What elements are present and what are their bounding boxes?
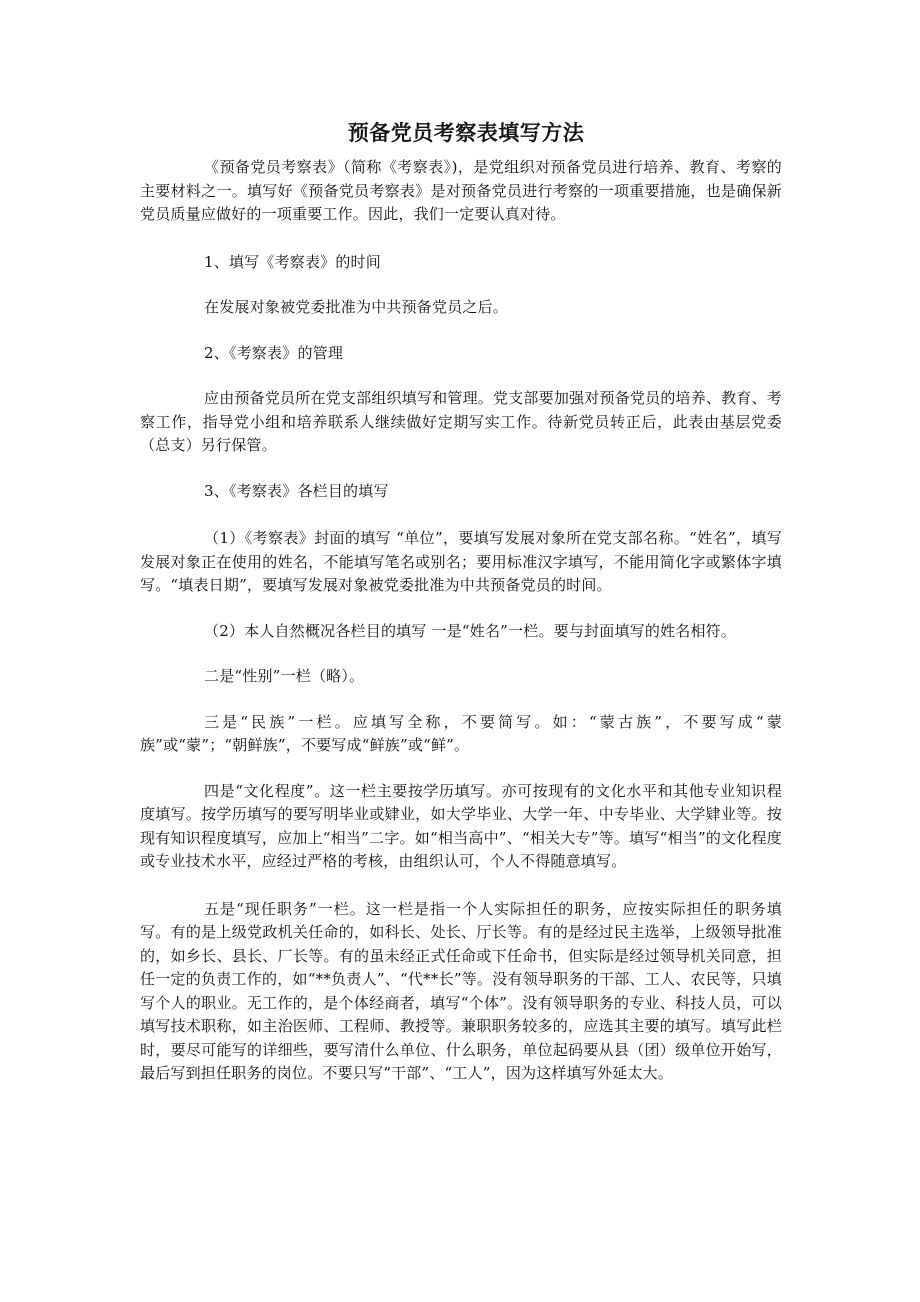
cover-fill-paragraph: （1）《考察表》封面的填写 “单位”，要填写发展对象所在党支部名称。“姓名”，填写发展对象正在使用的姓名，不能填写笔名或别名；要用标准汉字填写，不能用简化字或繁体字填写。“填表日期”，要填写发展对象被党委批准为中共预备党员的时间。 <box>140 529 782 594</box>
education-field-paragraph: 四是“文化程度”。这一栏主要按学历填写。亦可按现有的文化水平和其他专业知识程度填写。按学历填写的要写明毕业或肄业，如大学毕业、大学一年、中专毕业、大学肄业等。按现有知识程度填写，应加上“相当”二字。如“相当高中”、“相关大专”等。填写“相当”的文化程度或专业技术水平，应经过严格的考核，由组织认可，个人不得随意填写。 <box>140 781 782 870</box>
section-2-heading: 2、《考察表》的管理 <box>204 343 344 362</box>
position-field-paragraph: 五是“现任职务”一栏。这一栏是指一个人实际担任的职务，应按实际担任的职务填写。有的是上级党政机关任命的，如科长、处长、厅长等。有的是经过民主选举，上级领导批准的，如乡长、县长、厂长等。有的虽未经正式任命或下任命书，但实际是经过领导机关同意，担任一定的负责工作的，如“**负责人”、“代**长”等。没有领导职务的干部、工人、农民等，只填写个人的职业。无工作的，是个体经商者，填写“个体”。没有领导职务的专业、科技人员，可以填写技术职称，如主治医师、工程师、教授等。兼职职务较多的，应选其主要的填写。填写此栏时，要尽可能写的详细些，要写清什么单位、什么职务，单位起码要从县（团）级单位开始写，最后写到担任职务的岗位。不要只写“干部”、“工人”，因为这样填写外延太大。 <box>140 899 782 1082</box>
section-1-heading: 1、填写《考察表》的时间 <box>204 252 381 271</box>
intro-paragraph: 《预备党员考察表》（简称《考察表》)，是党组织对预备党员进行培养、教育、考察的主要材料之一。填写好《预备党员考察表》是对预备党员进行考察的一项重要措施，也是确保新党员质量应做好的一项重要工作。因此，我们一定要认真对待。 <box>140 158 782 223</box>
name-field-paragraph: （2）本人自然概况各栏目的填写 一是“姓名”一栏。要与封面填写的姓名相符。 <box>204 621 737 640</box>
gender-field-paragraph: 二是“性别”一栏（略）。 <box>204 667 365 685</box>
ethnicity-field-paragraph: 三是“民族”一栏。应填写全称，不要简写。如：“蒙古族”，不要写成“蒙族”或“蒙”；“朝鲜族”，不要写成“鲜族”或“鲜”。 <box>140 712 782 754</box>
section-1-text: 在发展对象被党委批准为中共预备党员之后。 <box>204 298 509 316</box>
document-page <box>140 118 782 1086</box>
section-2-text: 应由预备党员所在党支部组织填写和管理。党支部要加强对预备党员的培养、教育、考察工作，指导党小组和培养联系人继续做好定期写实工作。待新党员转正后，此表由基层党委（总支）另行保管。 <box>140 389 782 454</box>
document-title: 预备党员考察表填写方法 <box>347 120 585 145</box>
section-3-heading: 3、《考察表》各栏目的填写 <box>204 481 389 500</box>
